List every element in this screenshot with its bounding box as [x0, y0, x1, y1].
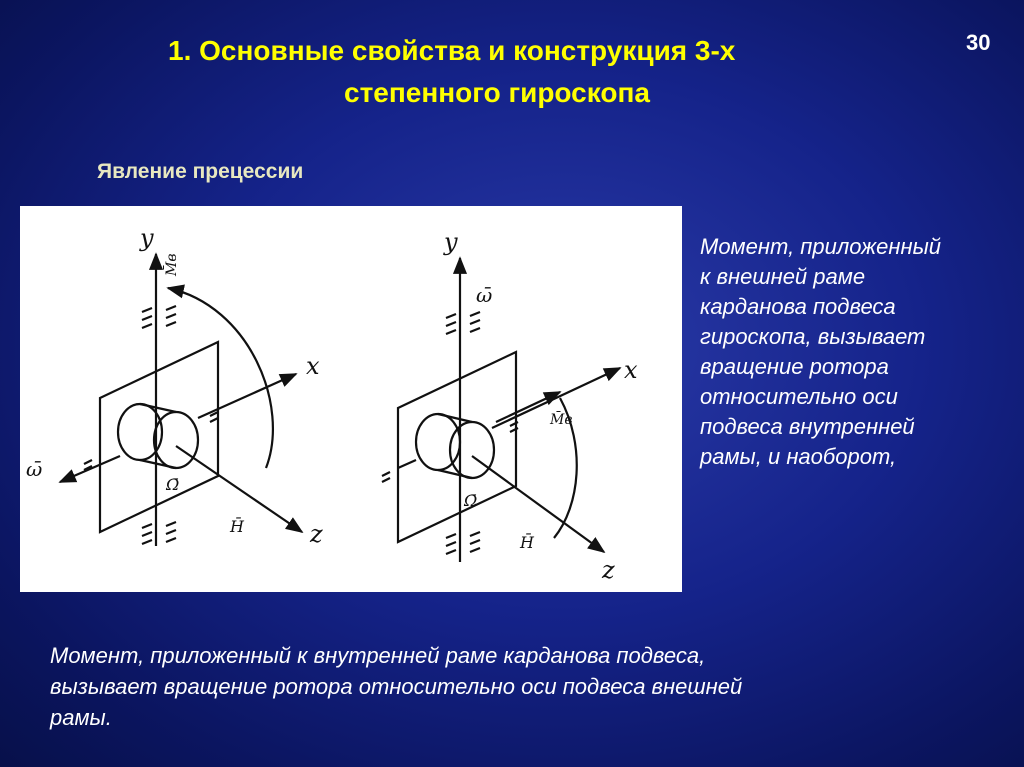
- right-omega-label: ω̄: [476, 283, 493, 307]
- left-y-label: y: [140, 224, 154, 252]
- right-Omega-label: Ω̄: [464, 491, 478, 510]
- right-gyroscope: [382, 258, 620, 562]
- slide-number: 30: [966, 30, 991, 55]
- gyroscope-diagram: [20, 206, 682, 592]
- right-y-label: y: [444, 228, 458, 256]
- right-text-line: к внешней раме: [700, 264, 866, 289]
- left-gyroscope: [60, 254, 302, 546]
- right-M-label: M̄в: [550, 412, 573, 428]
- right-x-label: x: [624, 356, 638, 384]
- gyroscope-figure: [20, 206, 682, 592]
- right-text-line: рамы, и наоборот,: [700, 444, 897, 469]
- slide-title: [150, 30, 870, 114]
- section-subtitle: Явление прецессии: [97, 160, 304, 183]
- bottom-description: [50, 640, 990, 733]
- right-text-line: гироскопа, вызывает: [700, 324, 926, 349]
- left-gyroscope-labels: [26, 224, 323, 548]
- right-text-line: относительно оси: [700, 384, 898, 409]
- right-text-line: Момент, приложенный: [700, 234, 942, 259]
- right-description: [700, 232, 1012, 472]
- left-H-label: H̄: [230, 517, 244, 536]
- bottom-text-line: рамы.: [50, 705, 112, 730]
- bottom-text-line: Момент, приложенный к внутренней раме карданова подвеса,: [50, 643, 706, 668]
- left-x-label: x: [306, 352, 320, 380]
- left-M-label: M̄в: [164, 253, 180, 276]
- right-text-line: карданова подвеса: [700, 294, 896, 319]
- left-omega-label: ω̄: [26, 457, 43, 481]
- title-line-2: степенного гироскопа: [344, 77, 650, 108]
- right-text-line: подвеса внутренней: [700, 414, 915, 439]
- left-z-label: z: [310, 520, 323, 548]
- left-Omega-label: Ω̄: [166, 475, 180, 494]
- bottom-text-line: вызывает вращение ротора относительно оси подвеса внешней: [50, 674, 743, 699]
- right-z-label: z: [602, 556, 615, 584]
- right-H-label: H̄: [520, 533, 534, 552]
- right-text-line: вращение ротора: [700, 354, 889, 379]
- title-line-1: 1. Основные свойства и конструкция 3-х: [168, 35, 736, 66]
